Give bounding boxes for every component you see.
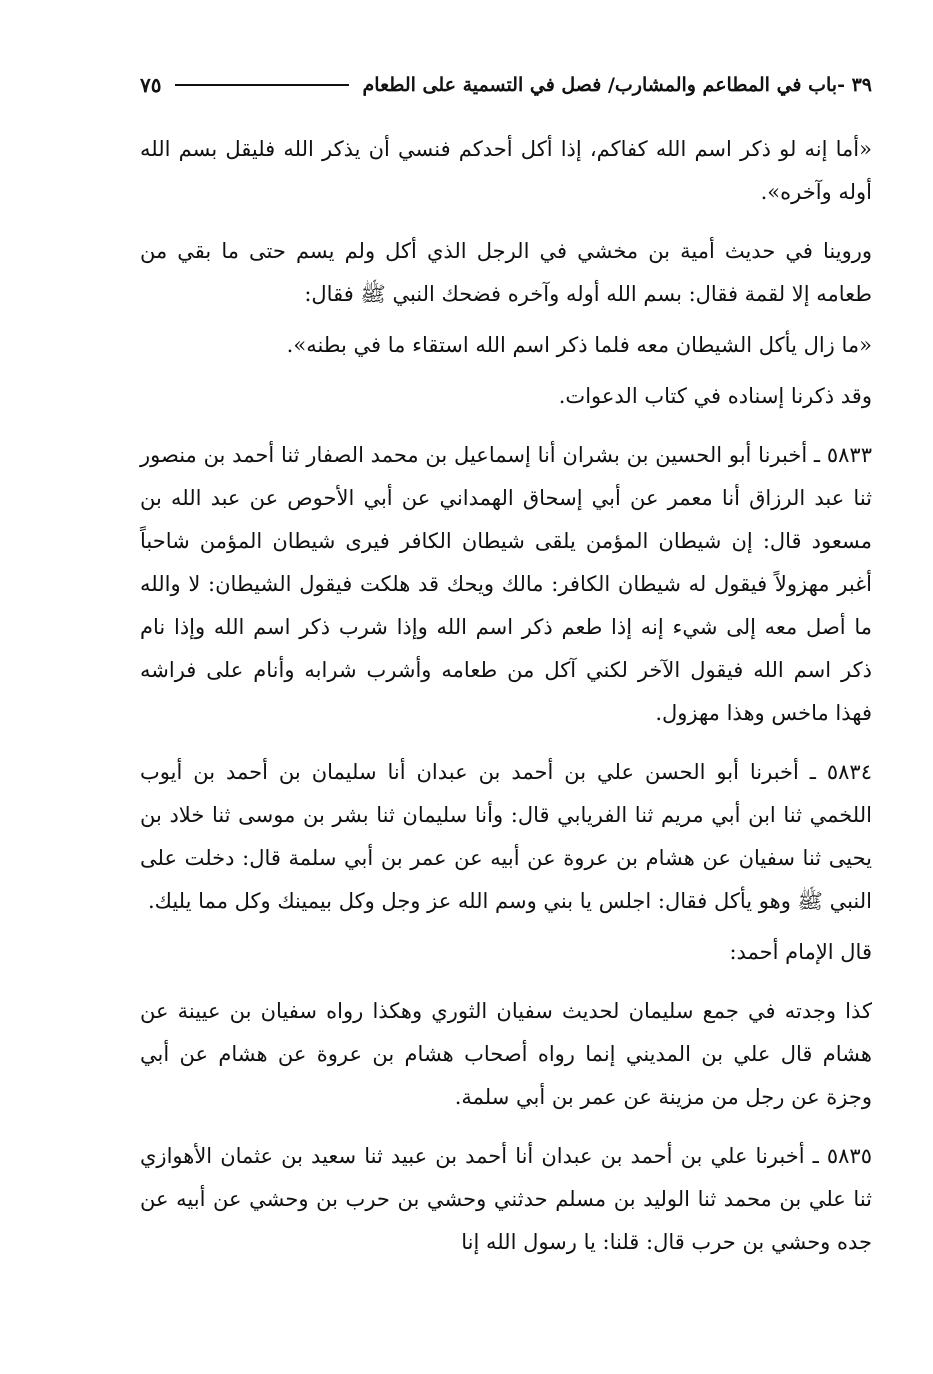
- page-number: ٧٥: [140, 73, 162, 97]
- book-page: [140, 68, 872, 1272]
- paragraph-hadith-5835: ٥٨٣٥ ـ أخبرنا علي بن أحمد بن عبدان أنا أحمد بن عبيد ثنا سعيد بن عثمان الأهوازي ثنا علي بن محمد ثنا الوليد بن مسلم حدثني وحشي بن حرب بن وحشي عن أبيه عن جده وحشي بن حرب قال: قلنا: يا رسول الله إنا: [140, 1144, 872, 1254]
- paragraph-hadith-quote: «أما إنه لو ذكر اسم الله كفاكم، إذا أكل أحدكم فنسي أن يذكر الله فليقل بسم الله أوله وآخره».: [140, 137, 872, 204]
- paragraph-reference-note: وقد ذكرنا إسناده في كتاب الدعوات.: [558, 384, 872, 408]
- header-rule: [175, 84, 348, 86]
- paragraph-hadith-5833: ٥٨٣٣ ـ أخبرنا أبو الحسين بن بشران أنا إسماعيل بن محمد الصفار ثنا أحمد بن منصور ثنا عبد الرزاق أنا معمر عن أبي إسحاق الهمداني عن أبي الأحوص عن عبد الله بن مسعود قال: إن شيطان المؤمن يلقى شيطان الكافر فيرى شيطان المؤمن شاحباً أغبر مهزولاً فيقول له شيطان الكافر: مالك ويحك قد هلكت فيقول الشيطان: لا والله ما أصل معه إلى شيء إنه إذا طعم ذكر اسم الله وإذا شرب ذكر اسم الله وإذا نام ذكر اسم الله فيقول الآخر لكني آكل من طعامه وأشرب شرابه وأنام على فراشه فهذا ماخس وهذا مهزول.: [140, 443, 872, 725]
- page-body: [140, 128, 872, 1264]
- paragraph-hadith-quote-2: «ما زال يأكل الشيطان معه فلما ذكر اسم الله استقاء ما في بطنه».: [286, 333, 872, 357]
- paragraph-imam-ahmad: قال الإمام أحمد:: [729, 940, 872, 964]
- paragraph-commentary: كذا وجدته في جمع سليمان لحديث سفيان الثوري وهكذا رواه سفيان بن عيينة عن هشام قال علي بن المديني إنما رواه أصحاب هشام بن عروة عن هشام عن أبي وجزة عن رجل من مزينة عن عمر بن أبي سلمة.: [140, 999, 872, 1109]
- chapter-title: ٣٩ -باب في المطاعم والمشارب/ فصل في التسمية على الطعام: [362, 74, 872, 96]
- paragraph-hadith-5834: ٥٨٣٤ ـ أخبرنا أبو الحسن علي بن أحمد بن عبدان أنا سليمان بن أحمد بن أيوب اللخمي ثنا ابن أبي مريم ثنا الفريابي قال: وأنا سليمان ثنا بشر بن موسى ثنا خلاد بن يحيى ثنا سفيان عن هشام بن عروة عن أبيه عن عمر بن أبي سلمة قال: دخلت على النبي ﷺ وهو يأكل فقال: اجلس يا بني وسم الله عز وجل وكل بيمينك وكل مما يليك.: [140, 760, 872, 913]
- paragraph-narration: وروينا في حديث أمية بن مخشي في الرجل الذي أكل ولم يسم حتى ما بقي من طعامه إلا لقمة فقال: بسم الله أوله وآخره فضحك النبي ﷺ فقال:: [140, 239, 872, 306]
- running-header: [140, 68, 872, 102]
